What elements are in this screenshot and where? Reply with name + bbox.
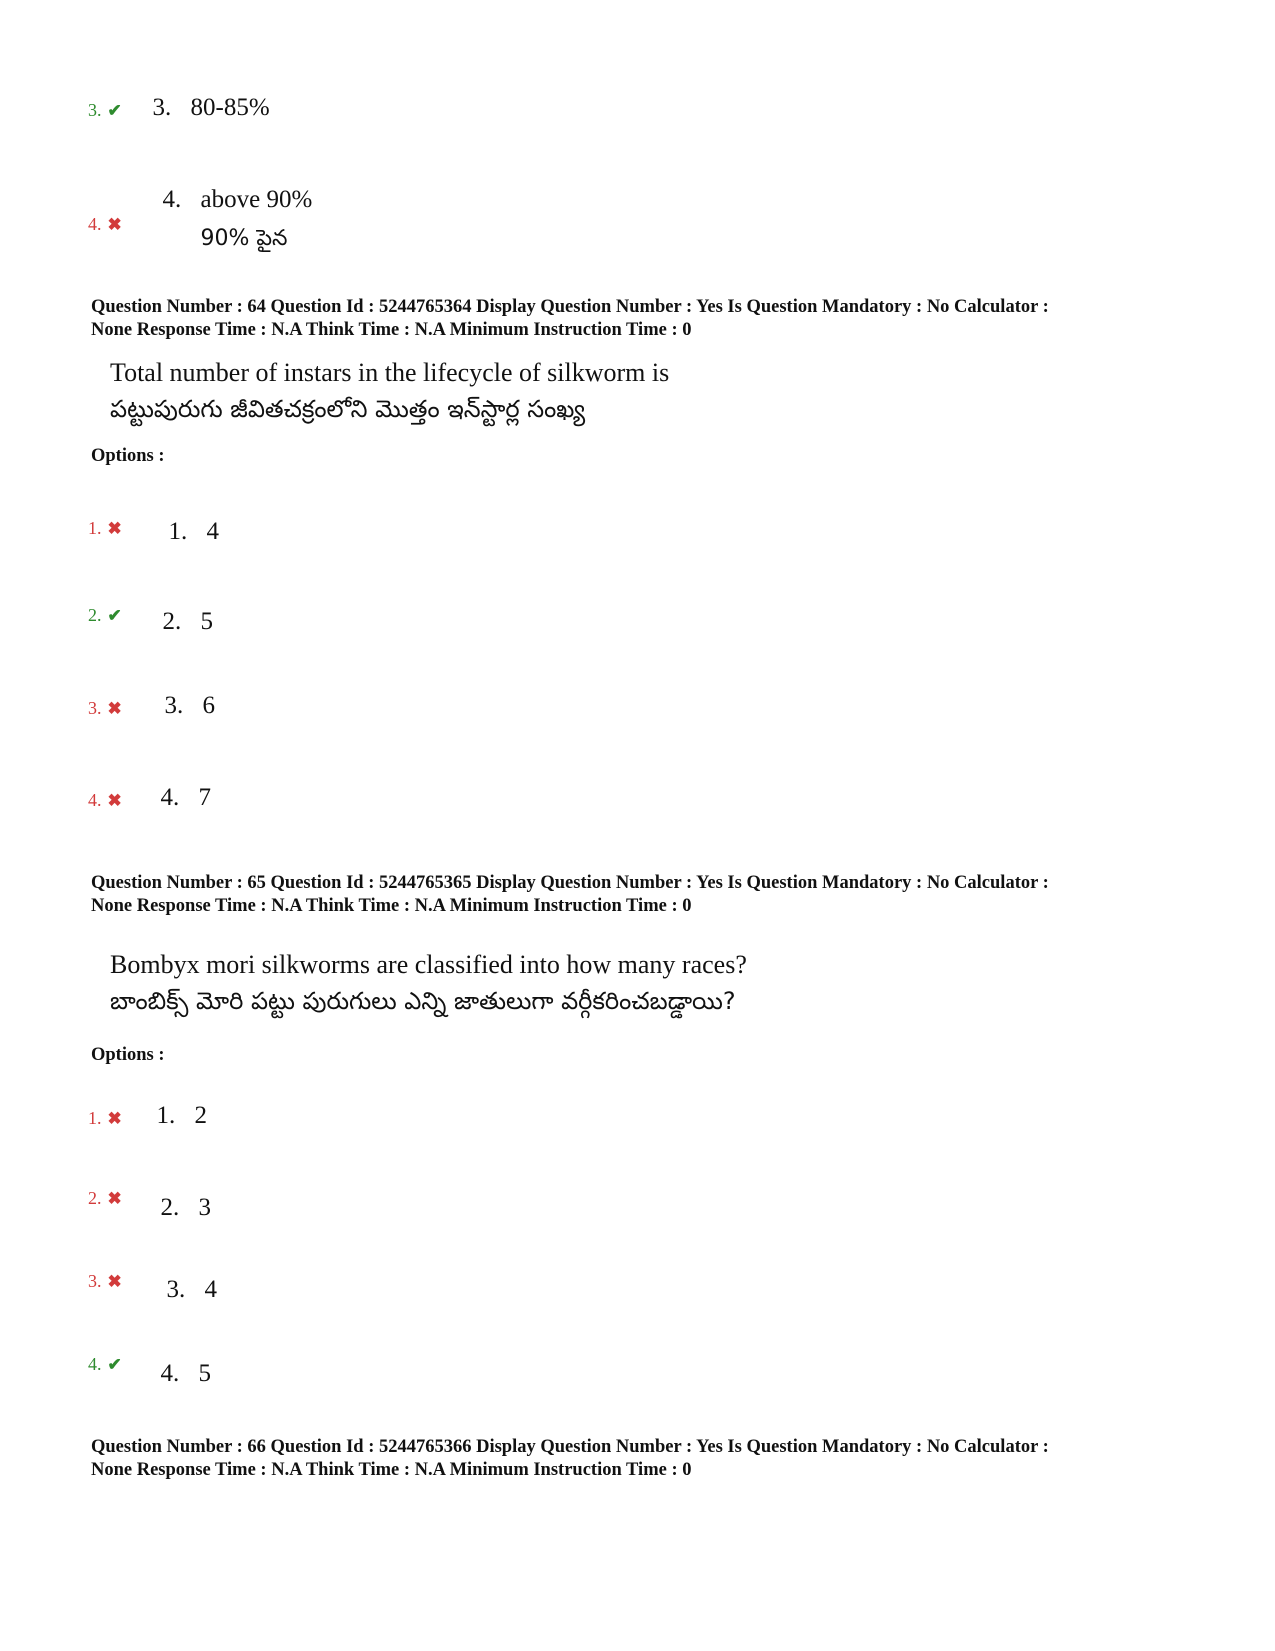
option-text (154, 1248, 217, 1304)
cross-icon: ✖ (107, 699, 122, 718)
option-number: 1. (156, 1102, 176, 1129)
option-value: 4 (204, 1276, 217, 1303)
option-marker-number: 2. (88, 605, 102, 625)
option-marker-number: 4. (88, 1354, 102, 1374)
option-text (156, 490, 219, 546)
cross-icon: ✖ (107, 1272, 122, 1291)
options-label: Options : (91, 446, 165, 466)
check-icon: ✔ (107, 1355, 122, 1374)
option-marker (88, 790, 122, 811)
option-marker-number: 1. (88, 518, 102, 538)
option-text (150, 580, 213, 636)
option-text (148, 756, 211, 812)
check-icon: ✔ (107, 101, 122, 120)
question-text (110, 354, 1160, 428)
option-number: 4. (160, 1360, 180, 1387)
option-marker (88, 605, 122, 626)
option-number: 3. (164, 692, 184, 719)
option-number: 3. (152, 94, 172, 121)
cross-icon: ✖ (107, 519, 122, 538)
option-value: 6 (202, 692, 215, 719)
question-meta-line1: Question Number : 64 Question Id : 5244765364 Display Question Number : Yes Is Question Mandatory : No Calculator : (91, 297, 1049, 317)
options-label: Options : (91, 1045, 165, 1065)
question-text-te: పట్టుపురుగు జీవితచక్రంలోని మొత్తం ఇన్‌స్టార్ల సంఖ్య (110, 395, 586, 423)
option-text (148, 1166, 211, 1222)
question-meta-line2: None Response Time : N.A Think Time : N.A Minimum Instruction Time : 0 (91, 896, 692, 916)
question-text (110, 946, 1160, 1020)
option-marker (88, 1354, 122, 1375)
cross-icon: ✖ (107, 1109, 122, 1128)
option-number: 3. (166, 1276, 186, 1303)
option-number: 2. (162, 608, 182, 635)
question-meta-line1: Question Number : 66 Question Id : 5244765366 Display Question Number : Yes Is Question Mandatory : No Calculator : (91, 1437, 1049, 1457)
option-marker-number: 4. (88, 790, 102, 810)
option-marker-number: 3. (88, 1271, 102, 1291)
option-value: 3 (198, 1194, 211, 1221)
option-marker (88, 1188, 122, 1209)
option-marker (88, 1271, 122, 1292)
cross-icon: ✖ (107, 215, 122, 234)
option-marker (88, 518, 122, 539)
option-text (152, 664, 215, 720)
question-meta-line2: None Response Time : N.A Think Time : N.A Minimum Instruction Time : 0 (91, 320, 692, 340)
option-value: 2 (194, 1102, 207, 1129)
question-meta-line2: None Response Time : N.A Think Time : N.A Minimum Instruction Time : 0 (91, 1460, 692, 1480)
option-text (148, 1332, 211, 1388)
question-text-te: బాంబిక్స్ మోరి పట్టు పురుగులు ఎన్ని జాతులుగా వర్గీకరించబడ్డాయి? (110, 987, 736, 1015)
option-value-telugu: 90% పైన (200, 226, 288, 251)
option-text-telugu (188, 196, 287, 256)
option-value: 80-85% (190, 94, 270, 121)
option-value: 5 (198, 1360, 211, 1387)
question-text-en: Bombyx mori silkworms are classified into how many races? (110, 950, 747, 979)
option-marker (88, 1108, 122, 1129)
question-meta (91, 296, 1211, 342)
option-marker-number: 3. (88, 100, 102, 120)
option-marker-number: 2. (88, 1188, 102, 1208)
cross-icon: ✖ (107, 791, 122, 810)
option-number: 1. (168, 518, 188, 545)
option-value: above 90% (200, 186, 313, 213)
option-marker (88, 214, 122, 235)
option-value: 5 (200, 608, 213, 635)
option-marker-number: 1. (88, 1108, 102, 1128)
cross-icon: ✖ (107, 1189, 122, 1208)
option-text (140, 66, 270, 122)
question-meta (91, 1436, 1211, 1482)
option-marker-number: 3. (88, 698, 102, 718)
option-marker (88, 698, 122, 719)
check-icon: ✔ (107, 606, 122, 625)
option-number: 4. (162, 186, 182, 213)
option-number: 4. (160, 784, 180, 811)
question-meta-line1: Question Number : 65 Question Id : 5244765365 Display Question Number : Yes Is Question Mandatory : No Calculator : (91, 873, 1049, 893)
option-marker-number: 4. (88, 214, 102, 234)
question-text-en: Total number of instars in the lifecycle of silkworm is (110, 358, 670, 387)
question-meta (91, 872, 1211, 918)
option-text (144, 1074, 207, 1130)
option-marker (88, 100, 122, 121)
option-number: 2. (160, 1194, 180, 1221)
option-value: 4 (206, 518, 219, 545)
option-value: 7 (198, 784, 211, 811)
